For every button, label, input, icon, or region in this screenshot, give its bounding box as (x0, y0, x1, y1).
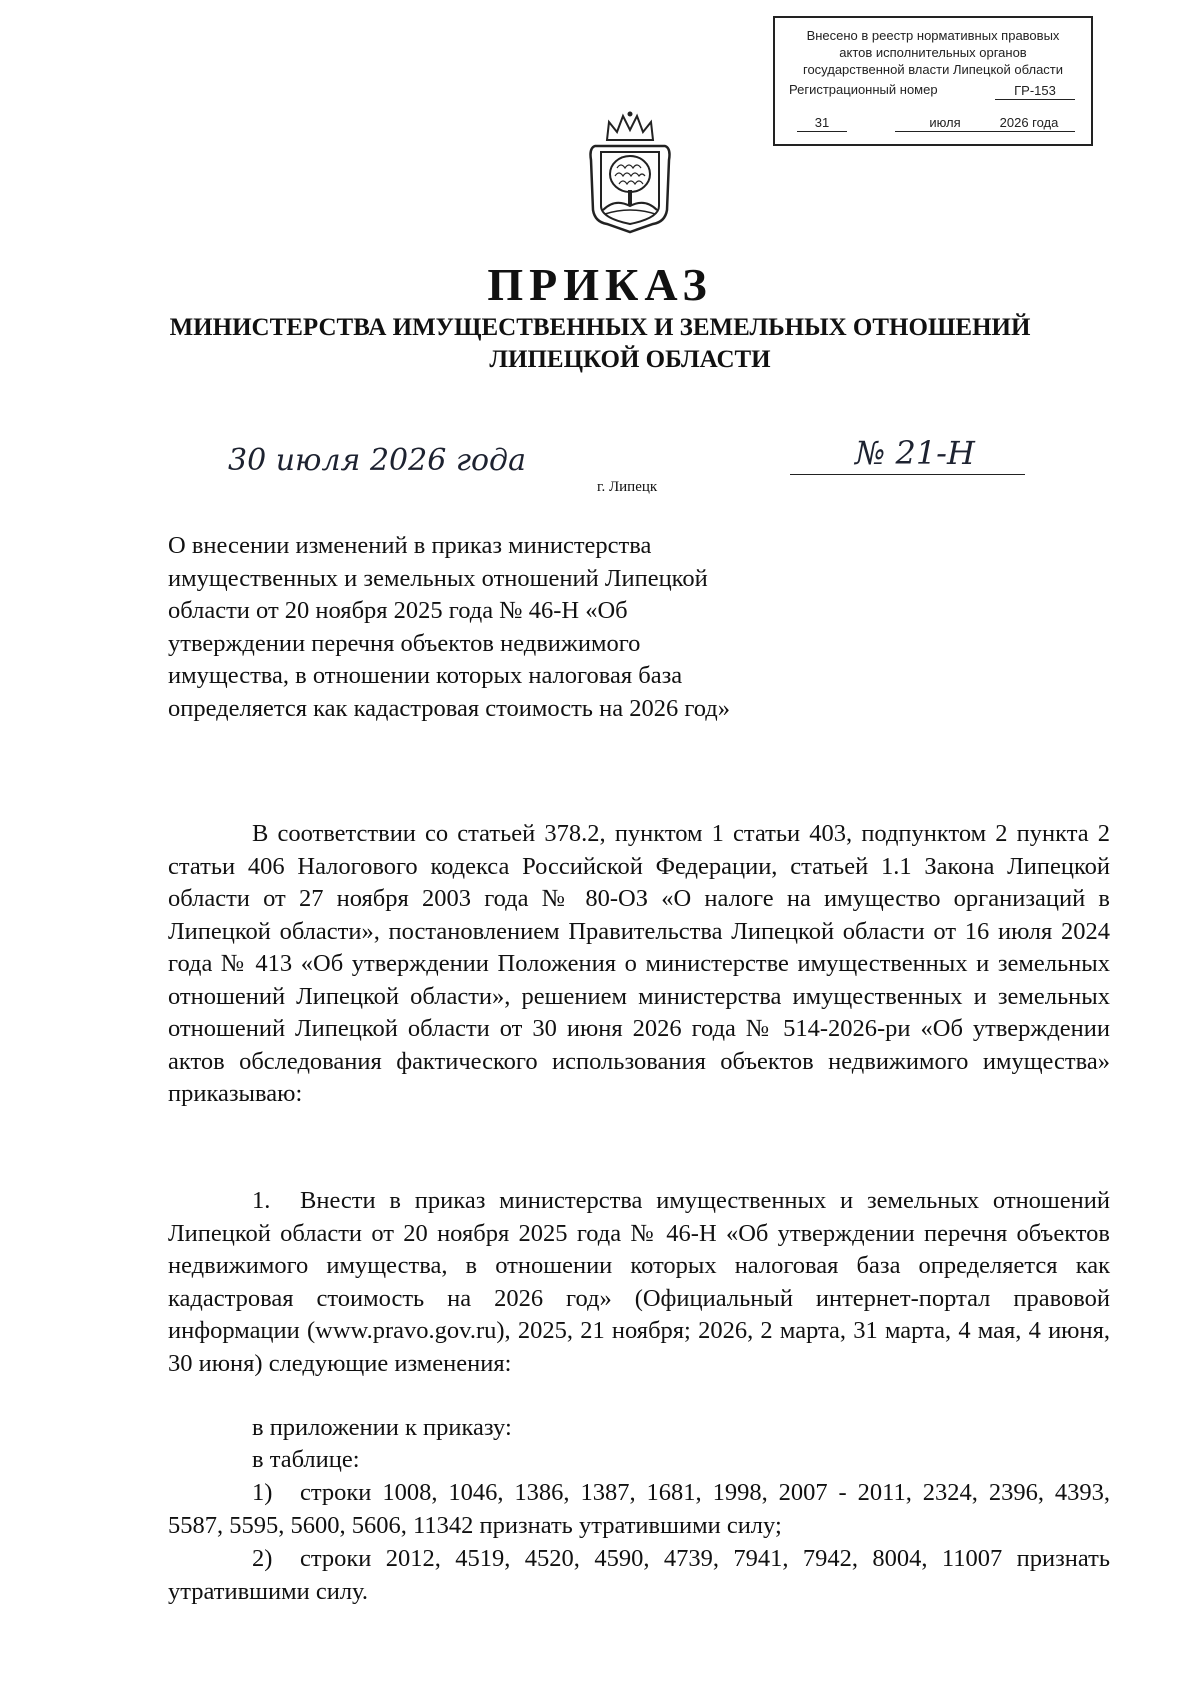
stamp-line-1: Внесено в реестр нормативных правовых (806, 28, 1060, 43)
stamp-registration-label: Регистрационный номер (789, 82, 938, 97)
handwritten-number: № 21-Н (855, 434, 975, 472)
document-subject: О внесении изменений в приказ министерства имущественных и земельных отношений Липецкой области от 20 ноября 2025 года № 46-Н «Об утверждении перечня объектов недвижимого имущества, в отношении которых налоговая база определяется как кадастровая стоимость на 2026 год» (168, 532, 731, 722)
stamp-registration-row (789, 82, 1081, 100)
stamp-line-3: государственной власти Липецкой области (802, 62, 1064, 77)
subpoint-1-paragraph (168, 1477, 1110, 1542)
document-title: ПРИКАЗ (487, 259, 713, 310)
coat-of-arms-icon (585, 110, 675, 235)
stamp-date-row (797, 114, 1081, 132)
authority-line-1: МИНИСТЕРСТВА ИМУЩЕСТВЕННЫХ И ЗЕМЕЛЬНЫХ ОТНОШЕНИЙ (169, 314, 1031, 341)
point-1-marker: 1. (252, 1187, 271, 1214)
stamp-month: июля (895, 114, 995, 132)
appendix-line: в приложении к приказу: (252, 1414, 512, 1441)
point-1-text: Внести в приказ министерства имущественных и земельных отношений Липецкой области от 20 ноября 2025 года № 46-Н «Об утверждении перечня объектов недвижимого имущества, в отношении которых налоговая база определяется как кадастровая стоимость на 2026 год» (Официальный интернет-портал правовой информации (www.pravo.gov.ru), 2025, 21 ноября; 2026, 2 марта, 31 марта, 4 мая, 4 июня, 30 июня) следующие изменения: (168, 1187, 1110, 1377)
subpoint-2-paragraph (168, 1543, 1110, 1608)
handwritten-date: 30 июля 2026 года (228, 443, 526, 478)
table-line: в таблице: (252, 1446, 360, 1473)
subpoint-2-text: строки 2012, 4519, 4520, 4590, 4739, 7941, 7942, 8004, 11007 признать утратившими силу. (168, 1545, 1110, 1605)
stamp-day: 31 (797, 114, 847, 132)
subpoint-1-text: строки 1008, 1046, 1386, 1387, 1681, 1998, 2007 - 2011, 2324, 2396, 4393, 5587, 5595, 5600, 5606, 11342 признать утратившими силу; (168, 1479, 1110, 1539)
number-underline (790, 474, 1025, 475)
subpoint-2-marker: 2) (252, 1545, 273, 1572)
registry-stamp (773, 16, 1093, 146)
stamp-registration-number: ГР-153 (995, 82, 1075, 100)
preamble-paragraph: В соответствии со статьей 378.2, пунктом 1 статьи 403, подпунктом 2 пункта 2 статьи 406 Налогового кодекса Российской Федерации, статьей 1.1 Закона Липецкой области от 27 ноября 2003 года № 80-ОЗ «О налоге на имущество организаций в Липецкой области», постановлением Правительства Липецкой области от 16 июля 2024 года № 413 «Об утверждении Положения о министерстве имущественных и земельных отношений Липецкой области», решением министерства имущественных и земельных отношений Липецкой области от 30 июня 2026 года № 514-2026-ри «Об утверждении актов обследования фактического использования объектов недвижимого имущества» приказываю: (168, 820, 1110, 1107)
authority-line-2: ЛИПЕЦКОЙ ОБЛАСТИ (489, 346, 771, 373)
stamp-year: 2026 года (983, 114, 1075, 132)
city: г. Липецк (597, 479, 658, 495)
issuing-authority (0, 312, 1200, 376)
subpoint-1-marker: 1) (252, 1479, 273, 1506)
point-1-paragraph (168, 1185, 1110, 1380)
stamp-line-2: актов исполнительных органов (839, 45, 1027, 60)
